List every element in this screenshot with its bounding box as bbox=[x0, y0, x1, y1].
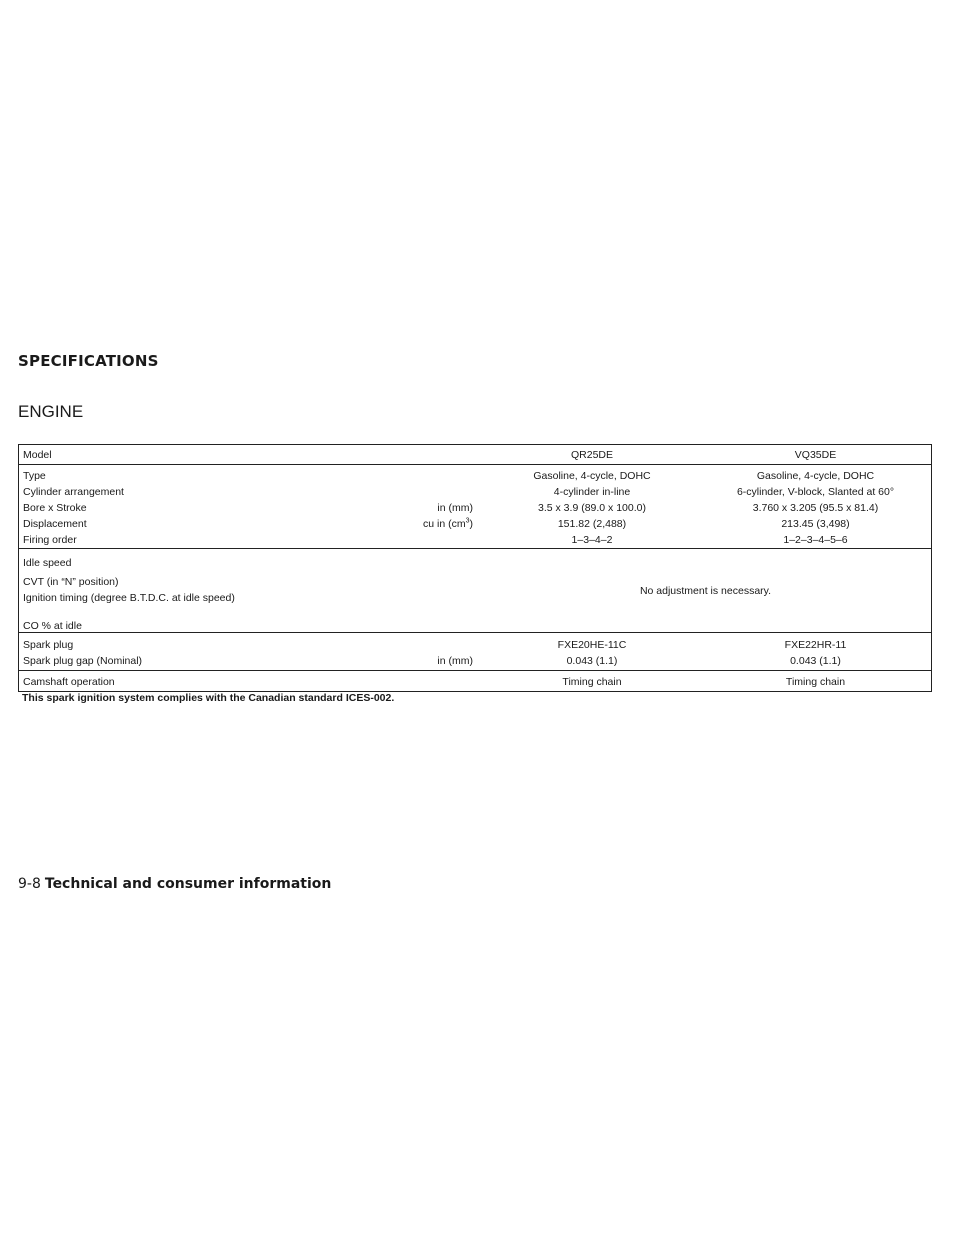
row-label: CO % at idle bbox=[23, 620, 82, 632]
row-label: Bore x Stroke bbox=[23, 502, 87, 514]
row-value-qr: FXE20HE-11C bbox=[557, 639, 627, 651]
row-value-vq: 1–2–3–4–5–6 bbox=[783, 534, 848, 546]
table-row bbox=[19, 532, 931, 548]
table-row bbox=[19, 637, 931, 653]
table-group-general bbox=[19, 465, 931, 549]
row-value-qr: Gasoline, 4-cycle, DOHC bbox=[533, 470, 651, 482]
table-group-spark bbox=[19, 633, 931, 671]
table-row bbox=[19, 500, 931, 516]
row-unit: cu in $(cm^3)$ bbox=[423, 517, 473, 530]
row-label: Camshaft operation bbox=[23, 676, 115, 688]
subsection-title: ENGINE bbox=[18, 402, 84, 421]
engine-spec-table bbox=[18, 444, 932, 692]
row-value-qr: 4-cylinder in-line bbox=[553, 486, 631, 498]
row-label: Ignition timing (degree B.T.D.C. at idle speed) bbox=[23, 592, 235, 604]
row-unit: in (mm) bbox=[437, 655, 473, 667]
header-col-vq35de: VQ35DE bbox=[794, 449, 837, 461]
row-label: CVT (in “N” position) bbox=[23, 576, 119, 588]
header-label: Model bbox=[23, 449, 52, 461]
row-label: Displacement bbox=[23, 518, 87, 530]
row-value-vq: 213.45 (3,498) bbox=[781, 518, 850, 530]
row-label: Type bbox=[23, 470, 46, 482]
table-group-camshaft bbox=[19, 671, 931, 691]
table-group-idle bbox=[19, 549, 931, 633]
table-row bbox=[19, 674, 931, 690]
row-label: Spark plug gap (Nominal) bbox=[23, 655, 143, 667]
header-col-qr25de: QR25DE bbox=[570, 449, 613, 461]
table-row bbox=[19, 653, 931, 669]
row-label: Spark plug bbox=[23, 639, 74, 651]
table-header-row bbox=[19, 445, 931, 465]
table-row bbox=[19, 468, 931, 484]
row-value-qr: Timing chain bbox=[562, 676, 622, 688]
compliance-footnote: This spark ignition system complies with the Canadian standard ICES-002. bbox=[22, 692, 395, 704]
row-unit: in (mm) bbox=[437, 502, 473, 514]
row-value-vq: Timing chain bbox=[785, 676, 846, 688]
row-value-qr: 0.043 (1.1) bbox=[566, 655, 618, 667]
row-label: Firing order bbox=[23, 534, 77, 546]
row-value-qr: 1–3–4–2 bbox=[571, 534, 613, 546]
merged-value: No adjustment is necessary. bbox=[639, 585, 772, 597]
row-label: Cylinder arrangement bbox=[23, 486, 124, 498]
row-value-vq: Gasoline, 4-cycle, DOHC bbox=[756, 470, 875, 482]
row-value-vq: 3.760 x 3.205 (95.5 x 81.4) bbox=[752, 502, 879, 514]
page-number: 9-8 bbox=[18, 876, 41, 892]
table-row bbox=[19, 484, 931, 500]
chapter-title: Technical and consumer information bbox=[44, 876, 332, 892]
section-title: SPECIFICATIONS bbox=[18, 352, 159, 370]
row-value-qr: 3.5 x 3.9 (89.0 x 100.0) bbox=[538, 502, 646, 514]
row-value-vq: 6-cylinder, V-block, Slanted at 60° bbox=[736, 486, 895, 498]
row-value-qr: 151.82 (2,488) bbox=[557, 518, 627, 530]
page-footer bbox=[18, 876, 331, 892]
table-row bbox=[19, 516, 931, 532]
row-value-vq: 0.043 (1.1) bbox=[790, 655, 841, 667]
row-label: Idle speed bbox=[23, 557, 72, 569]
row-value-vq: FXE22HR-11 bbox=[784, 639, 847, 651]
